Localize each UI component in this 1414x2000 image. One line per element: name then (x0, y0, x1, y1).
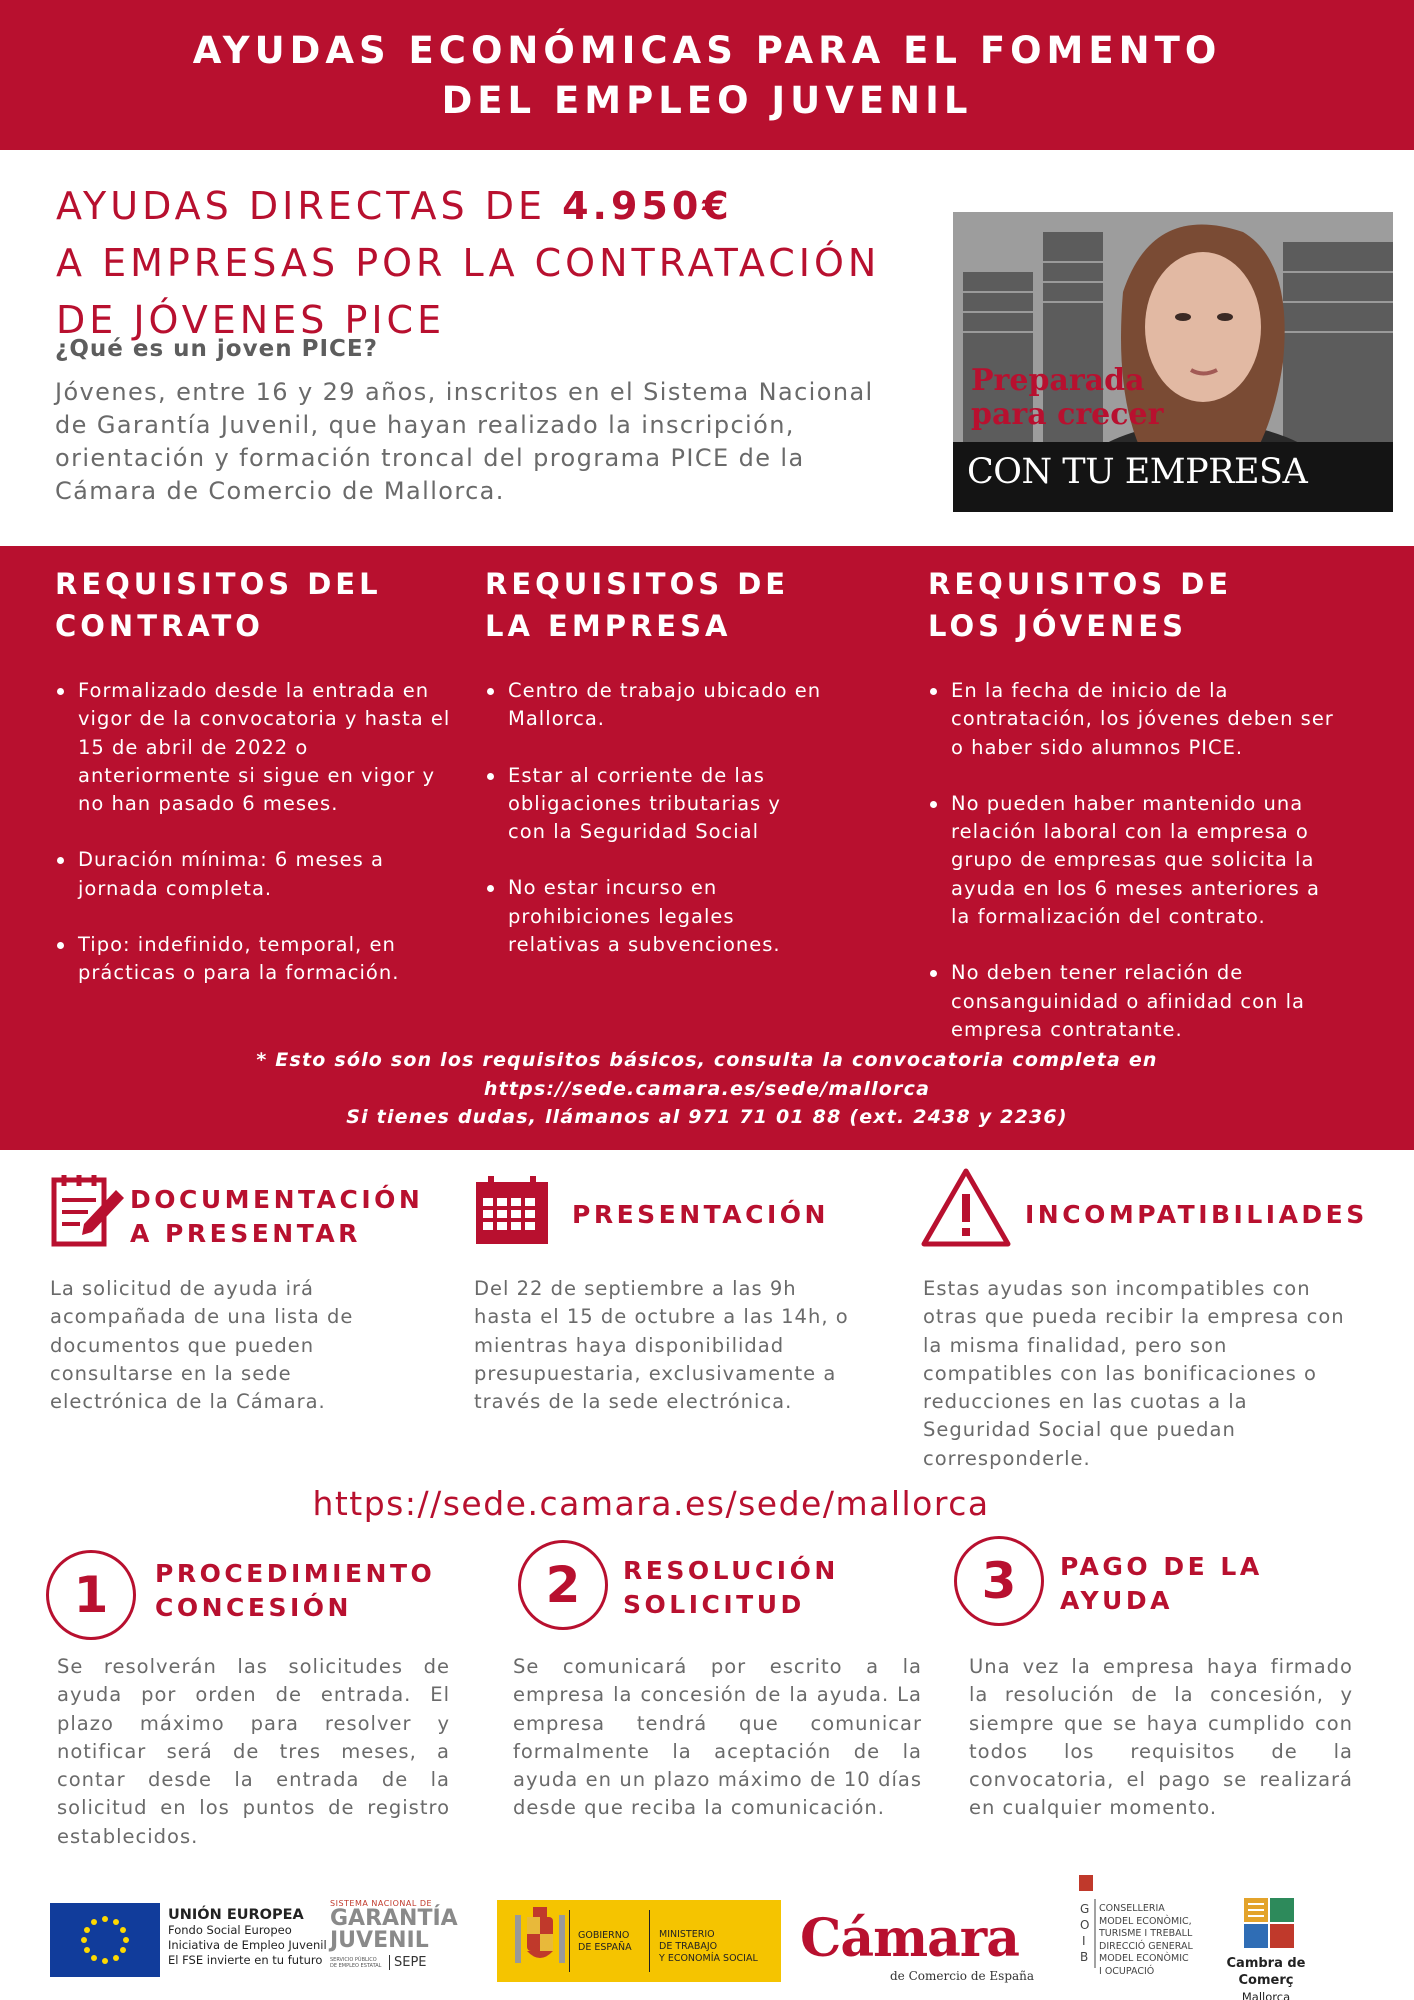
gj-line1: GARANTÍA (330, 1906, 458, 1931)
website-link[interactable]: https://sede.camara.es/sede/mallorca (312, 1484, 990, 1523)
presentation-text: Del 22 de septiembre a las 9h hasta el 15 de octubre a las 14h, o mientras haya disponibilidad presupuestaria, exclusivamente a través de la sede electrónica. (474, 1277, 849, 1414)
step-1-title-l1: PROCEDIMIENTO (155, 1559, 436, 1588)
conselleria-text (1099, 1903, 1199, 1978)
step-2-number: 2 (518, 1540, 608, 1630)
requirements-youth-title-l2: LOS JÓVENES (928, 609, 1187, 643)
ccm-line2: Mallorca (1241, 1990, 1291, 2000)
step-1-text: Se resolverán las solicitudes de ayuda por orden de entrada. El plazo máximo para resolver y notificar será de tres meses, a contar desde la entrada de la solicitud en los puntos de registro establecidos. (57, 1655, 450, 1848)
eu-line2: Iniciativa de Empleo Juvenil (168, 1938, 327, 1952)
clipboard-pencil-icon (50, 1172, 126, 1248)
min-line3: Y ECONOMÍA SOCIAL (659, 1953, 758, 1964)
step-3-title (1060, 1550, 1263, 1618)
list-item: Duración mínima: 6 meses a jornada completa. (55, 846, 455, 903)
eu-line1: Fondo Social Europeo (168, 1923, 292, 1937)
requirements-youth (928, 563, 1338, 1072)
step-1-title (155, 1557, 435, 1625)
hero-heading (56, 178, 956, 349)
requirements-contract-title (55, 563, 455, 647)
incompatibilities-text: Estas ayudas son incompatibles con otras que pueda recibir la empresa con la misma finalidad, pero son compatibles con las bonificaciones o reducciones en las cuotas a la Seguridad Social que puedan corresponderle. (923, 1277, 1345, 1470)
requirements-contract (55, 563, 455, 1016)
gob-line1: GOBIERNO (578, 1930, 630, 1941)
eu-flag-logo (50, 1903, 160, 1977)
gj-top: SISTEMA NACIONAL DE (330, 1899, 433, 1908)
page-title (0, 26, 1414, 126)
list-item: Formalizado desde la entrada en vigor de la convocatoria y hasta el 15 de abril de 2022 o anteriormente si sigue en vigor y no han pasado 6 meses. (55, 677, 455, 818)
requirements-note-link[interactable]: https://sede.camara.es/sede/mallorca (483, 1077, 931, 1100)
promo-tagline-line1: Preparada (971, 363, 1145, 398)
cambra-mallorca-text (1211, 1955, 1321, 2000)
coat-of-arms-icon (505, 1905, 575, 1977)
eu-logo-text (168, 1908, 328, 1968)
requirements-youth-title-l1: REQUISITOS DE (928, 567, 1233, 601)
eu-title: UNIÓN EUROPEA (168, 1907, 304, 1923)
page-title-line2: DEL EMPLEO JUVENIL (441, 79, 973, 122)
gob-line2: DE ESPAÑA (578, 1942, 632, 1953)
caib-line6: I OCUPACIÓ (1099, 1965, 1155, 1977)
hero-line3: DE JÓVENES PICE (56, 298, 446, 342)
svg-text:G: G (1080, 1902, 1090, 1916)
list-item: Centro de trabajo ubicado en Mallorca. (485, 677, 825, 734)
documentation-title-l1: DOCUMENTACIÓN (130, 1185, 424, 1214)
gj-sepe: SEPE (389, 1955, 427, 1970)
step-3-title-l2: AYUDA (1060, 1586, 1173, 1615)
svg-text:I: I (1082, 1934, 1086, 1948)
caib-line4: DIRECCIÓ GENERAL (1099, 1940, 1193, 1952)
requirements-contract-title-l2: CONTRATO (55, 609, 264, 643)
eu-line3: El FSE invierte en tu futuro (168, 1953, 323, 1967)
ccm-line1: Cambra de Comerç (1226, 1956, 1306, 1988)
step-2-title (623, 1554, 839, 1622)
page-title-line1: AYUDAS ECONÓMICAS PARA EL FOMENTO (192, 29, 1222, 72)
step-1-number: 1 (46, 1550, 136, 1640)
requirements-company-title (485, 563, 825, 647)
promo-tagline-line2: para crecer (971, 397, 1164, 432)
incompatibilities-title: INCOMPATIBILIADES (1025, 1200, 1368, 1229)
gobierno-text (578, 1930, 646, 1954)
warning-icon (920, 1166, 1012, 1250)
cambra-mallorca-logo-icon (1242, 1896, 1296, 1950)
step-3-title-l1: PAGO DE LA (1060, 1552, 1263, 1581)
step-2-text: Se comunicará por escrito a la empresa la concesión de la ayuda. La empresa tendrá que comunicar formalmente la aceptación de la ayuda en un plazo máximo de 10 días desde que reciba la comunicación. (513, 1655, 922, 1820)
promo-tagline-line3: CON TU EMPRESA (967, 452, 1308, 492)
presentation-title: PRESENTACIÓN (572, 1200, 829, 1229)
list-item: No estar incurso en prohibiciones legales relativas a subvenciones. (485, 874, 825, 959)
camara-logo: Cámara (800, 1908, 1019, 1969)
min-line2: DE TRABAJO (659, 1941, 718, 1952)
step-1-title-l2: CONCESIÓN (155, 1593, 352, 1622)
requirements-contract-list (55, 677, 455, 988)
eu-stars-icon (50, 1903, 160, 1977)
svg-text:O: O (1080, 1918, 1090, 1932)
hero-line1-prefix: AYUDAS DIRECTAS DE (56, 184, 563, 228)
caib-line5: MODEL ECONÒMIC (1099, 1953, 1189, 1964)
requirements-youth-title (928, 563, 1338, 647)
promo-tagline (971, 364, 1163, 432)
requirements-company-title-l1: REQUISITOS DE (485, 567, 790, 601)
requirements-youth-list (928, 677, 1338, 1044)
requirements-note-l1: * Esto sólo son los requisitos básicos, consulta la convocatoria completa en (256, 1049, 1158, 1071)
requirements-company-title-l2: LA EMPRESA (485, 609, 732, 643)
documentation-text: La solicitud de ayuda irá acompañada de una lista de documentos que pueden consultarse en la sede electrónica de la Cámara. (50, 1277, 354, 1414)
pice-question: ¿Qué es un joven PICE? (55, 336, 378, 362)
svg-text:B: B (1080, 1950, 1089, 1964)
step-3-text: Una vez la empresa haya firmado la resolución de la concesión, y siempre que se haya cumplido con todos los requisitos de la convocatoria, el pago se realizará en cualquier momento. (969, 1655, 1353, 1820)
promo-photo (953, 212, 1393, 512)
list-item: Tipo: indefinido, temporal, en prácticas o para la formación. (55, 931, 455, 988)
camara-logo-sub: de Comercio de España (890, 1969, 1035, 1983)
requirements-note-phone: Si tienes dudas, llámanos al 971 71 01 88 (ext. 2438 y 2236) (346, 1106, 1068, 1128)
list-item: En la fecha de inicio de la contratación, los jóvenes deben ser o haber sido alumnos PICE. (928, 677, 1338, 762)
min-line1: MINISTERIO (659, 1929, 715, 1940)
pice-description: Jóvenes, entre 16 y 29 años, inscritos en el Sistema Nacional de Garantía Juvenil, que hayan realizado la inscripción, orientación y formación troncal del programa PICE de la Cámara de Comercio de Mallorca. (55, 378, 874, 505)
list-item: Estar al corriente de las obligaciones tributarias y con la Seguridad Social (485, 762, 825, 847)
hero-line2: A EMPRESAS POR LA CONTRATACIÓN (56, 241, 881, 285)
step-3-number: 3 (954, 1536, 1044, 1626)
requirements-note (0, 1046, 1414, 1132)
documentation-title-l2: A PRESENTAR (130, 1219, 361, 1248)
list-item: No deben tener relación de consanguinidad o afinidad con la empresa contratante. (928, 959, 1338, 1044)
list-item: No pueden haber mantenido una relación laboral con la empresa o grupo de empresas que solicita la ayuda en los 6 meses anteriores a la formalización del contrato. (928, 790, 1338, 931)
ministerio-text (659, 1929, 777, 1965)
requirements-company-list (485, 677, 825, 959)
gj-small: SERVICIO PÚBLICO DE EMPLEO ESTATAL (330, 1956, 382, 1969)
step-2-title-l1: RESOLUCIÓN (623, 1556, 839, 1585)
caib-line2: MODEL ECONÒMIC, (1099, 1915, 1192, 1927)
calendar-icon (474, 1176, 550, 1246)
gj-line2: JUVENIL (330, 1928, 429, 1953)
documentation-title (130, 1183, 423, 1251)
garantia-juvenil-logo (330, 1899, 475, 1970)
hero-amount: 4.950€ (562, 184, 733, 228)
step-2-title-l2: SOLICITUD (623, 1590, 805, 1619)
requirements-company (485, 563, 825, 987)
caib-line3: TURISME I TREBALL (1099, 1928, 1193, 1939)
goib-logo-icon (1075, 1873, 1097, 1973)
requirements-contract-title-l1: REQUISITOS DEL (55, 567, 382, 601)
caib-line1: CONSELLERIA (1099, 1903, 1165, 1914)
